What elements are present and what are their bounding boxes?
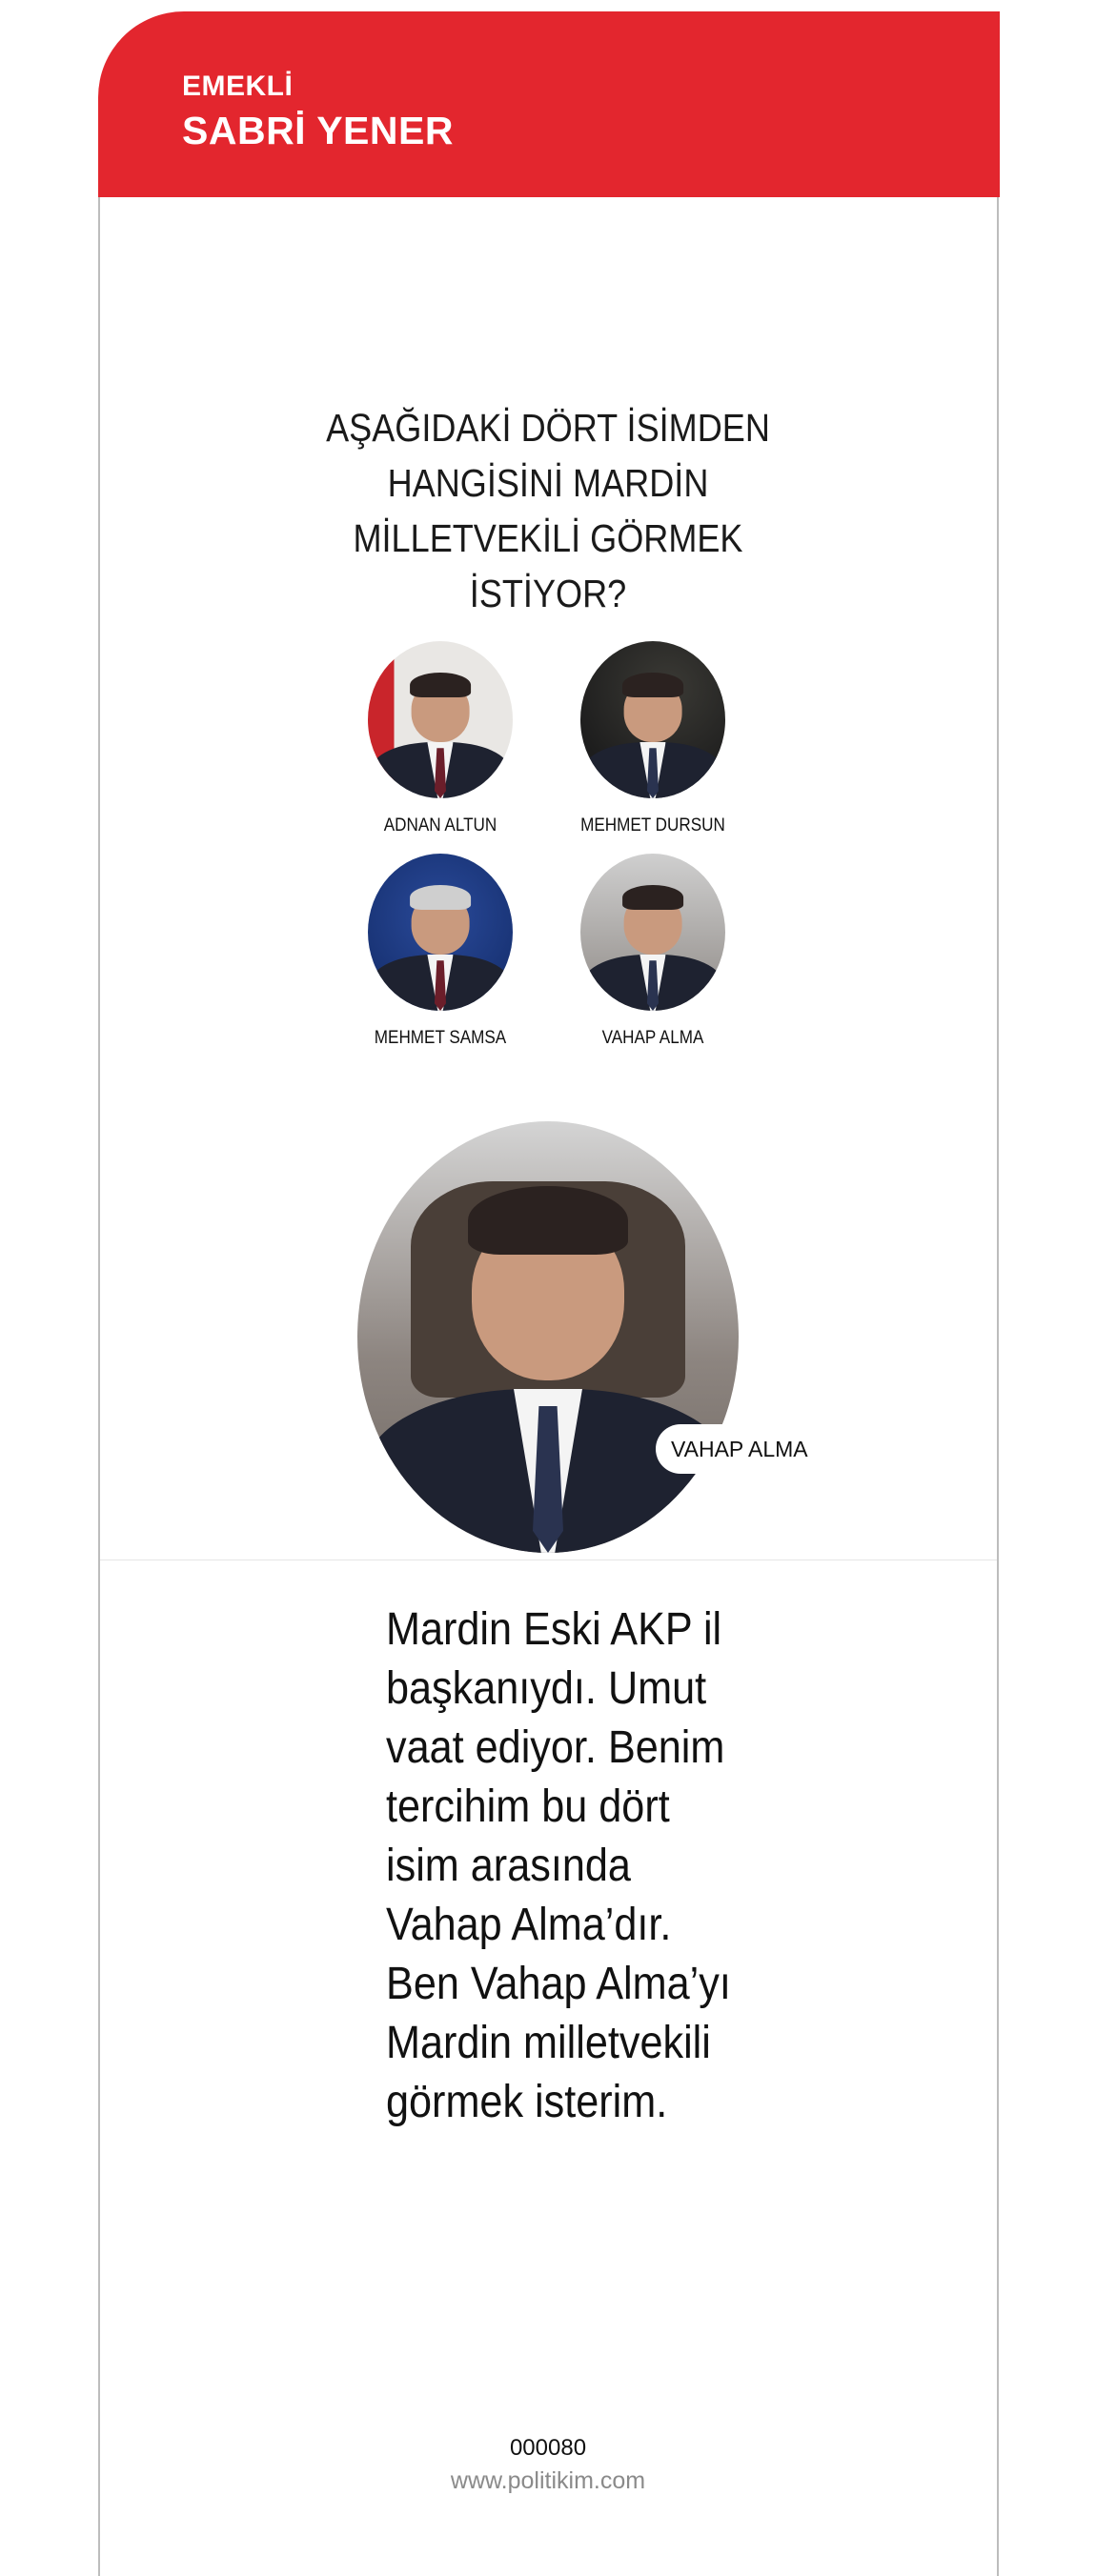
quote-text: Mardin Eski AKP il başkanıydı. Umut vaat ediyor. Benim tercihim bu dört isim arasında Vahap Alma’dır. Ben Vahap Alma’yı Mardin milletvekili görmek isterim. bbox=[386, 1604, 731, 2127]
candidate-photo bbox=[580, 641, 725, 798]
document-code: 000080 bbox=[509, 2435, 587, 2461]
website-link[interactable]: www.politikim.com bbox=[450, 2467, 646, 2494]
header-label: EMEKLİ bbox=[182, 70, 294, 102]
selected-candidate-label: VAHAP ALMA bbox=[656, 1424, 824, 1474]
frame-left-border bbox=[98, 195, 100, 2576]
candidate-name: MEHMET SAMSA bbox=[374, 1028, 507, 1048]
selected-candidate-photo bbox=[357, 1121, 739, 1553]
candidate-name: MEHMET DURSUN bbox=[580, 815, 725, 835]
frame-right-border bbox=[997, 195, 999, 2576]
header-banner bbox=[98, 11, 1000, 197]
candidate-name: ADNAN ALTUN bbox=[383, 815, 497, 835]
candidate-mehmet-samsa bbox=[335, 854, 545, 1049]
question-heading: AŞAĞIDAKİ DÖRT İSİMDEN HANGİSİNİ MARDİN MİLLETVEKİLİ GÖRMEK İSTİYOR? bbox=[326, 406, 770, 615]
header-name: SABRİ YENER bbox=[182, 109, 454, 152]
candidate-photo bbox=[580, 854, 725, 1011]
candidate-vahap-alma bbox=[548, 854, 758, 1049]
candidate-photo bbox=[368, 641, 513, 798]
candidate-adnan-altun bbox=[335, 641, 545, 836]
candidate-mehmet-dursun bbox=[548, 641, 758, 836]
candidate-photo bbox=[368, 854, 513, 1011]
candidate-name: VAHAP ALMA bbox=[601, 1028, 704, 1048]
